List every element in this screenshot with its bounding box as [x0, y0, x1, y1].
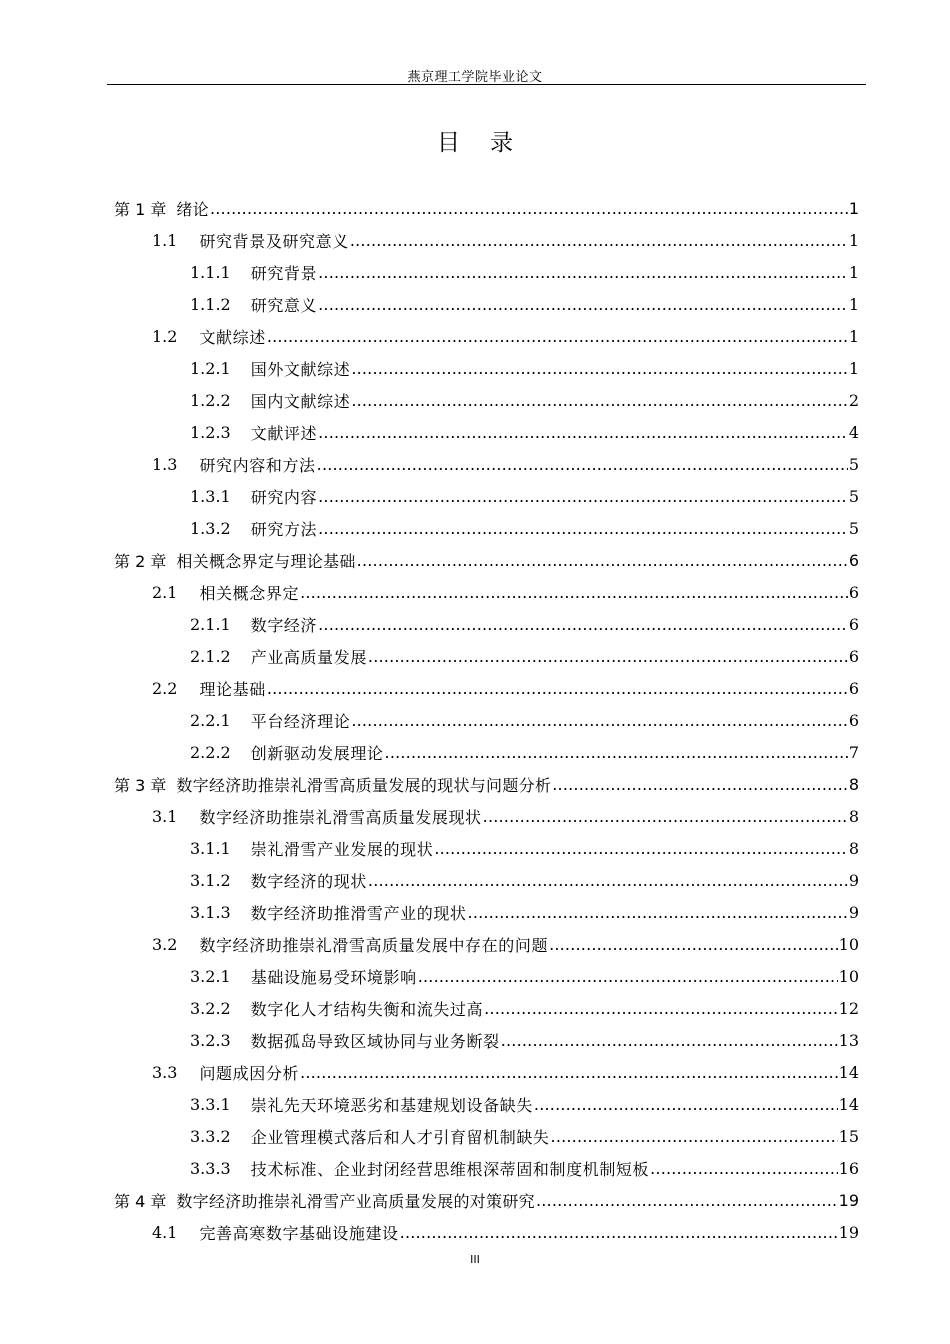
toc-entry-title: 完善高寒数字基础设施建设: [199, 1223, 399, 1243]
toc-entry-leader: [351, 391, 847, 410]
toc-entry-title: 数字经济: [250, 615, 318, 635]
toc-entry-number: 第 4 章: [114, 1191, 167, 1211]
running-header: 燕京理工学院毕业论文: [407, 70, 543, 85]
toc-entry-title: 研究内容和方法: [199, 455, 316, 475]
toc-entry-number: 4.1: [152, 1222, 178, 1242]
toc-entry-number: 1.3.2: [190, 518, 231, 538]
toc-entry-leader: [468, 903, 848, 922]
toc-entry-leader: [267, 327, 848, 346]
toc-entry[interactable]: [152, 928, 859, 960]
toc-entry[interactable]: [114, 192, 859, 224]
toc-title-char-2: 录: [490, 130, 513, 156]
toc-entry-title: 数字化人才结构失衡和流失过高: [250, 999, 484, 1019]
toc-entry-title: 数据孤岛导致区域协同与业务断裂: [250, 1031, 500, 1051]
toc-entry-number: 3.1.1: [190, 838, 231, 858]
toc-entry-title: 研究背景: [250, 263, 318, 283]
toc-entry[interactable]: [152, 672, 859, 704]
toc-entry-page: 5: [848, 486, 859, 506]
toc-entry-title: 研究内容: [250, 487, 318, 507]
toc-entry-title: 相关概念界定: [199, 583, 300, 603]
toc-entry-leader: [368, 871, 848, 890]
toc-entry-leader: [300, 583, 848, 602]
toc-entry[interactable]: [190, 480, 859, 512]
toc-entry-number: 2.2.1: [190, 710, 231, 730]
toc-entry-number: 1.1: [152, 230, 178, 250]
toc-entry-page: 2: [848, 390, 859, 410]
toc-entry-title: 技术标准、企业封闭经营思维根深蒂固和制度机制短板: [250, 1159, 650, 1179]
toc-entry-leader: [267, 679, 848, 698]
toc-entry-leader: [318, 615, 848, 634]
page-number: III: [470, 1253, 480, 1266]
toc-entry-leader: [434, 839, 847, 858]
toc-entry[interactable]: [190, 384, 859, 416]
toc-entry-title: 研究背景及研究意义: [199, 231, 349, 251]
toc-entry-page: 12: [838, 998, 859, 1018]
toc-entry-page: 19: [838, 1190, 859, 1210]
toc-entry[interactable]: [190, 1152, 859, 1184]
toc-entry-number: 1.1.2: [190, 294, 231, 314]
toc-entry-title: 绪论: [176, 199, 209, 219]
toc-entry-page: 9: [848, 902, 859, 922]
toc-entry[interactable]: [190, 640, 859, 672]
toc-entry-page: 4: [848, 422, 859, 442]
toc-entry-leader: [650, 1159, 838, 1178]
toc-entry-number: 1.2.2: [190, 390, 231, 410]
toc-entry-page: 9: [848, 870, 859, 890]
toc-entry[interactable]: [152, 1056, 859, 1088]
toc-entry-leader: [357, 551, 848, 570]
toc-entry[interactable]: [152, 320, 859, 352]
toc-entry-number: 3.3.1: [190, 1094, 231, 1114]
toc-entry-leader: [484, 999, 838, 1018]
toc-entry-page: 10: [838, 934, 859, 954]
toc-entry-number: 3.1.3: [190, 902, 231, 922]
toc-entry-number: 2.2.2: [190, 742, 231, 762]
toc-entry-leader: [300, 1063, 838, 1082]
toc-entry-number: 1.1.1: [190, 262, 231, 282]
toc-entry-number: 2.2: [152, 678, 178, 698]
toc-entry-leader: [534, 1095, 838, 1114]
toc-entry[interactable]: [190, 864, 859, 896]
toc-entry-title: 数字经济助推崇礼滑雪高质量发展现状: [199, 807, 482, 827]
toc-entry-leader: [350, 231, 848, 250]
toc-entry-leader: [318, 423, 848, 442]
toc-entry[interactable]: [190, 1120, 859, 1152]
toc-entry-title: 崇礼滑雪产业发展的现状: [250, 839, 434, 859]
toc-entry-number: 2.1: [152, 582, 178, 602]
toc-entry-title: 数字经济助推崇礼滑雪产业高质量发展的对策研究: [176, 1191, 535, 1211]
toc-entry-page: 5: [848, 454, 859, 474]
toc-entry-title: 数字经济的现状: [250, 871, 367, 891]
toc-entry-number: 3.3.2: [190, 1126, 231, 1146]
toc-entry[interactable]: [152, 800, 859, 832]
toc-entry-page: 6: [848, 582, 859, 602]
toc-entry-leader: [318, 295, 848, 314]
toc-entry-page: 8: [848, 806, 859, 826]
toc-entry-title: 理论基础: [199, 679, 266, 699]
header-divider: [107, 84, 866, 85]
toc-entry-page: 6: [848, 710, 859, 730]
toc-entry-page: 16: [838, 1158, 859, 1178]
toc-entry[interactable]: [190, 512, 859, 544]
toc-entry-title: 研究意义: [250, 295, 318, 315]
toc-entry[interactable]: [114, 1184, 859, 1216]
toc-entry[interactable]: [190, 608, 859, 640]
toc-entry-number: 1.2.3: [190, 422, 231, 442]
toc-entry[interactable]: [152, 576, 859, 608]
toc-entry-number: 1.2.1: [190, 358, 231, 378]
toc-entry-leader: [551, 1127, 838, 1146]
toc-entry-title: 国外文献综述: [250, 359, 351, 379]
toc-entry-leader: [351, 359, 847, 378]
toc-entry[interactable]: [190, 896, 859, 928]
toc-entry-page: 1: [848, 198, 859, 218]
toc-entry[interactable]: [190, 1024, 859, 1056]
toc-entry-page: 6: [848, 550, 859, 570]
toc-entry-leader: [418, 967, 838, 986]
toc-entry[interactable]: [190, 736, 859, 768]
toc-entry-page: 6: [848, 678, 859, 698]
toc-entry-title: 文献评述: [250, 423, 318, 443]
toc-entry-page: 1: [848, 358, 859, 378]
toc-entry-title: 崇礼先天环境恶劣和基建规划设备缺失: [250, 1095, 533, 1115]
toc-entry-title: 数字经济助推崇礼滑雪高质量发展中存在的问题: [199, 935, 549, 955]
toc-entry-page: 1: [848, 326, 859, 346]
toc-entry[interactable]: [190, 832, 859, 864]
toc-entry-number: 3.3: [152, 1062, 178, 1082]
toc-entry-leader: [318, 519, 848, 538]
toc-entry-title: 数字经济助推崇礼滑雪高质量发展的现状与问题分析: [176, 775, 552, 795]
toc-entry-page: 8: [848, 774, 859, 794]
toc-entry-page: 5: [848, 518, 859, 538]
toc-entry-leader: [318, 487, 848, 506]
toc-entry-page: 7: [848, 742, 859, 762]
toc-title: [0, 124, 950, 157]
toc-entry-leader: [210, 199, 848, 218]
toc-entry-leader: [318, 263, 848, 282]
toc-entry-page: 6: [848, 614, 859, 634]
toc-entry-leader: [351, 711, 847, 730]
toc-entry-leader: [483, 807, 848, 826]
toc-entry[interactable]: [190, 992, 859, 1024]
toc-entry-number: 第 2 章: [114, 551, 167, 571]
toc-entry-leader: [552, 775, 848, 794]
toc-entry[interactable]: [152, 448, 859, 480]
toc-entry-number: 3.2: [152, 934, 178, 954]
toc-entry-leader: [536, 1191, 838, 1210]
toc-entry[interactable]: [190, 704, 859, 736]
toc-entry[interactable]: [152, 1216, 859, 1248]
toc-entry-title: 文献综述: [199, 327, 266, 347]
toc-entry-number: 3.1: [152, 806, 178, 826]
toc-entry[interactable]: [114, 544, 859, 576]
toc-entry-title: 平台经济理论: [250, 711, 351, 731]
toc-entry-title: 问题成因分析: [199, 1063, 300, 1083]
toc-entry-title: 数字经济助推滑雪产业的现状: [250, 903, 467, 923]
toc-entry-page: 1: [848, 294, 859, 314]
toc-entry-title: 基础设施易受环境影响: [250, 967, 417, 987]
toc-entry-number: 3.3.3: [190, 1158, 231, 1178]
toc-entry[interactable]: [190, 416, 859, 448]
toc-entry-leader: [385, 743, 848, 762]
toc-entry-number: 第 1 章: [114, 199, 167, 219]
toc-entry[interactable]: [152, 224, 859, 256]
toc-entry-page: 1: [848, 262, 859, 282]
toc-entry-number: 3.2.3: [190, 1030, 231, 1050]
toc-entry-title: 国内文献综述: [250, 391, 351, 411]
toc-entry-number: 2.1.1: [190, 614, 231, 634]
toc-title-char-1: 目: [437, 130, 460, 156]
toc-entry-leader: [317, 455, 848, 474]
toc-entry[interactable]: [190, 960, 859, 992]
toc-entry-page: 10: [838, 966, 859, 986]
toc-entry-title: 相关概念界定与理论基础: [176, 551, 356, 571]
toc-entry-title: 企业管理模式落后和人才引育留机制缺失: [250, 1127, 550, 1147]
toc-entry-title: 创新驱动发展理论: [250, 743, 384, 763]
toc-entry-page: 6: [848, 646, 859, 666]
toc-entry-title: 产业高质量发展: [250, 647, 367, 667]
toc-entry[interactable]: [190, 352, 859, 384]
toc-entry-leader: [501, 1031, 838, 1050]
toc-entry-number: 3.2.1: [190, 966, 231, 986]
toc-entry[interactable]: [190, 1088, 859, 1120]
toc-entry-number: 2.1.2: [190, 646, 231, 666]
toc-entry-page: 14: [838, 1062, 859, 1082]
toc-entry-number: 3.1.2: [190, 870, 231, 890]
toc-entry[interactable]: [190, 256, 859, 288]
toc-entry[interactable]: [114, 768, 859, 800]
toc-entry-page: 19: [838, 1222, 859, 1242]
toc-entry-number: 3.2.2: [190, 998, 231, 1018]
toc-entry-number: 1.3: [152, 454, 178, 474]
toc-entry-number: 1.3.1: [190, 486, 231, 506]
toc-entry-leader: [549, 935, 838, 954]
toc-entry-page: 15: [838, 1126, 859, 1146]
toc-entry-number: 第 3 章: [114, 775, 167, 795]
toc-entry-page: 13: [838, 1030, 859, 1050]
toc-entry-page: 8: [848, 838, 859, 858]
toc-entry-title: 研究方法: [250, 519, 318, 539]
toc-entry[interactable]: [190, 288, 859, 320]
toc-entry-leader: [400, 1223, 838, 1242]
toc-entry-page: 14: [838, 1094, 859, 1114]
toc-entry-number: 1.2: [152, 326, 178, 346]
toc-entry-leader: [368, 647, 848, 666]
toc-entry-page: 1: [848, 230, 859, 250]
